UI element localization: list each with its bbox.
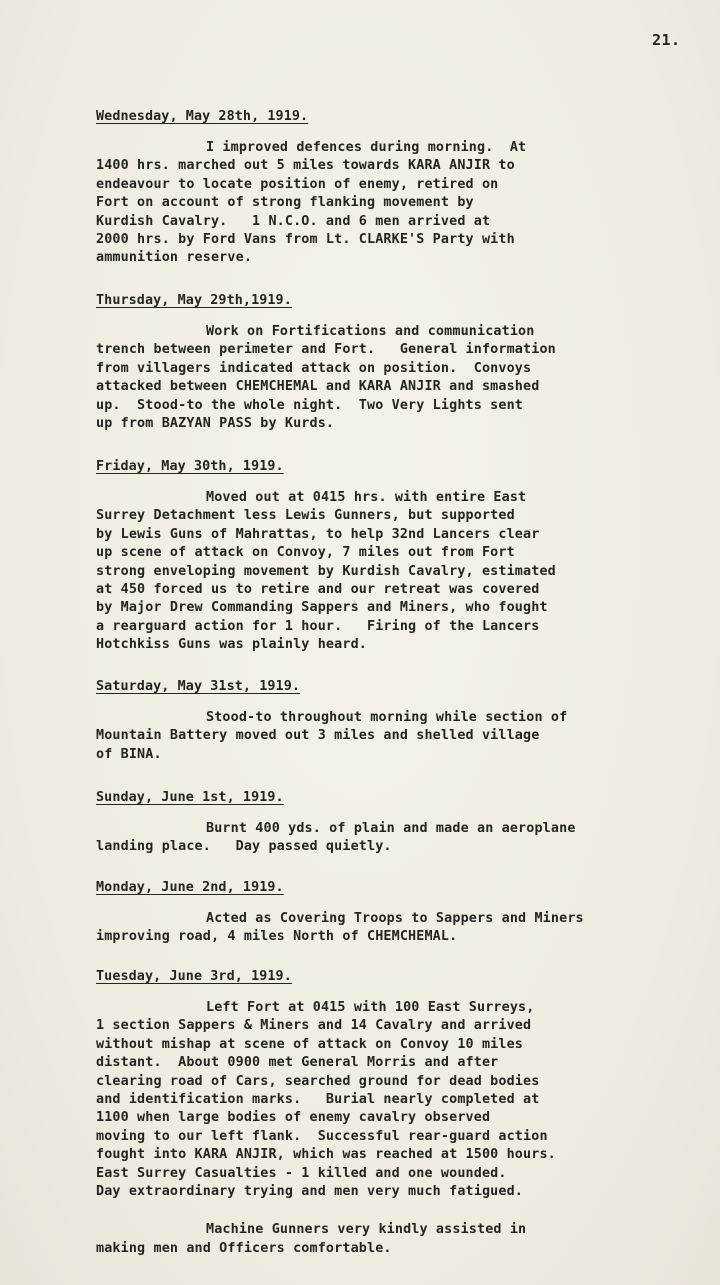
text-line: Hotchkiss Guns was plainly heard. (96, 637, 367, 653)
entry-paragraph (96, 910, 716, 947)
text-line: endeavour to locate position of enemy, retired on (96, 176, 499, 192)
text-line: without mishap at scene of attack on Convoy 10 miles (96, 1036, 524, 1052)
text-line: Stood-to throughout morning while section of (206, 710, 568, 725)
text-line: Fort on account of strong flanking movement by (96, 195, 474, 211)
text-line: landing place. Day passed quietly. (96, 839, 392, 855)
diary-entry (96, 108, 716, 268)
entry-date-heading: Wednesday, May 28th, 1919. (96, 109, 309, 124)
text-line: clearing road of Cars, searched ground for dead bodies (96, 1073, 540, 1089)
page-number: 21. (652, 31, 681, 49)
entry-paragraph (96, 709, 716, 764)
entry-paragraph (96, 489, 716, 655)
text-line: by Major Drew Commanding Sappers and Miners, who fought (96, 600, 548, 616)
text-line: moving to our left flank. Successful rear-guard action (96, 1128, 548, 1144)
diary-entry (96, 678, 716, 764)
entry-date-heading: Saturday, May 31st, 1919. (96, 679, 301, 694)
text-line: Mountain Battery moved out 3 miles and shelled village (96, 728, 540, 744)
text-line: Day extraordinary trying and men very much fatigued. (96, 1184, 524, 1200)
text-line: Moved out at 0415 hrs. with entire East (206, 490, 527, 505)
entry-paragraph (96, 999, 716, 1201)
text-line: 1100 when large bodies of enemy cavalry observed (96, 1110, 491, 1126)
text-line: ammunition reserve. (96, 250, 253, 266)
entry-paragraph (96, 820, 716, 857)
entry-date-heading: Friday, May 30th, 1919. (96, 459, 284, 474)
diary-entry (96, 458, 716, 655)
text-line: Work on Fortifications and communication (206, 324, 535, 339)
text-line: up from BAZYAN PASS by Kurds. (96, 416, 335, 432)
text-line: fought into KARA ANJIR, which was reached at 1500 hours. (96, 1147, 556, 1163)
text-line: 1 section Sappers & Miners and 14 Cavalry and arrived (96, 1018, 532, 1034)
text-line: making men and Officers comfortable. (96, 1240, 392, 1256)
entry-date-heading: Thursday, May 29th,1919. (96, 293, 292, 308)
text-line: up scene of attack on Convoy, 7 miles out from Fort (96, 545, 515, 561)
text-line: Kurdish Cavalry. 1 N.C.O. and 6 men arrived at (96, 213, 491, 229)
text-line: attacked between CHEMCHEMAL and KARA ANJIR and smashed (96, 379, 540, 395)
text-line: 2000 hrs. by Ford Vans from Lt. CLARKE'S Party with (96, 232, 515, 248)
text-line: 1400 hrs. marched out 5 miles towards KARA ANJIR to (96, 158, 515, 174)
entry-paragraph (96, 139, 716, 268)
text-line: up. Stood-to the whole night. Two Very Lights sent (96, 397, 524, 413)
entry-date-heading: Sunday, June 1st, 1919. (96, 790, 284, 805)
text-line: at 450 forced us to retire and our retreat was covered (96, 582, 540, 598)
entry-paragraph (96, 1221, 716, 1258)
text-line: Burnt 400 yds. of plain and made an aeroplane (206, 821, 576, 836)
text-line: Surrey Detachment less Lewis Gunners, but supported (96, 508, 515, 524)
text-line: and identification marks. Burial nearly completed at (96, 1092, 540, 1108)
text-line: Acted as Covering Troops to Sappers and Miners (206, 911, 584, 926)
text-line: Left Fort at 0415 with 100 East Surreys, (206, 1000, 535, 1015)
diary-entry (96, 968, 716, 1258)
text-line: Machine Gunners very kindly assisted in (206, 1222, 527, 1238)
text-line: distant. About 0900 met General Morris and after (96, 1055, 499, 1071)
entry-date-heading: Tuesday, June 3rd, 1919. (96, 969, 292, 984)
entry-date-heading: Monday, June 2nd, 1919. (96, 880, 284, 895)
text-line: by Lewis Guns of Mahrattas, to help 32nd Lancers clear (96, 526, 540, 542)
text-line: improving road, 4 miles North of CHEMCHEMAL. (96, 929, 458, 945)
text-line: trench between perimeter and Fort. General information (96, 342, 556, 358)
text-line: East Surrey Casualties - 1 killed and one wounded. (96, 1165, 507, 1181)
diary-entry (96, 292, 716, 433)
text-line: of BINA. (96, 746, 162, 762)
text-line: I improved defences during morning. At (206, 140, 527, 155)
text-line: a rearguard action for 1 hour. Firing of the Lancers (96, 618, 540, 634)
text-line: from villagers indicated attack on position. Convoys (96, 360, 532, 376)
entry-paragraph (96, 323, 716, 433)
diary-entry (96, 879, 716, 947)
text-line: strong enveloping movement by Kurdish Cavalry, estimated (96, 563, 556, 579)
diary-entry (96, 789, 716, 857)
